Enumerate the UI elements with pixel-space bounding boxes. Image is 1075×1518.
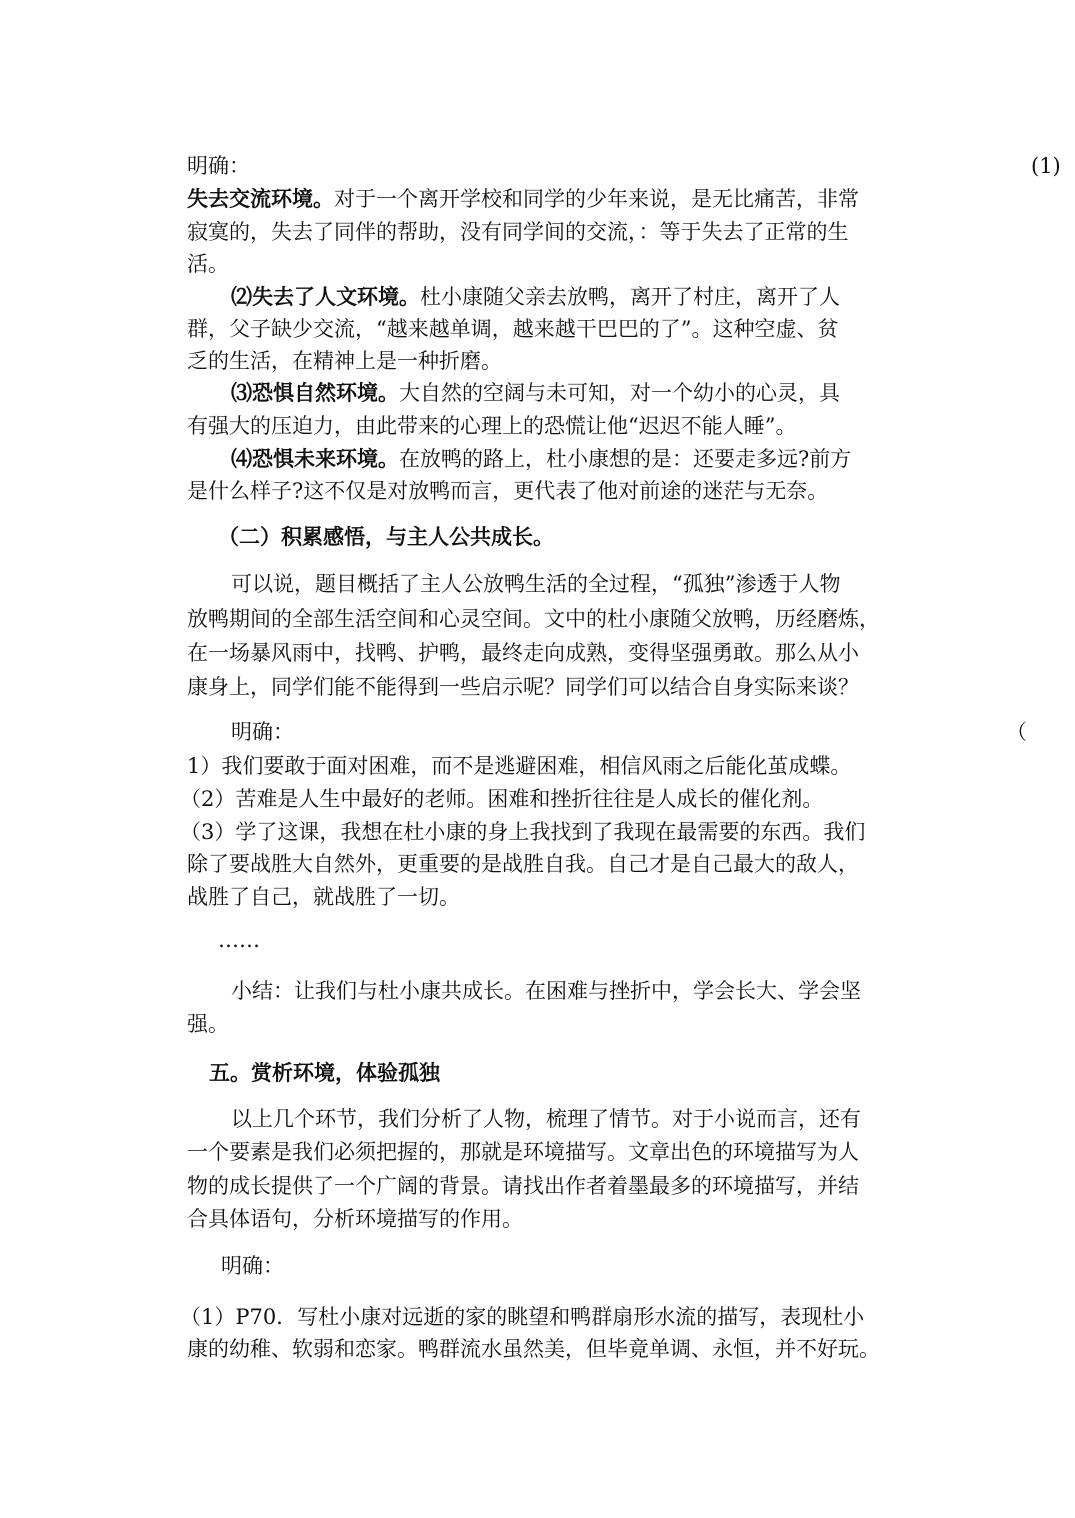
summary-line: 强。 [187, 1012, 229, 1036]
paragraph-line: 是什么样子?这不仅是对放鸭而言，更代表了他对前途的迷茫与无奈。 [187, 479, 829, 503]
paragraph-line: 合具体语句，分析环境描写的作用。 [187, 1207, 523, 1231]
bold-heading: ⑷恐惧未来环境。 [231, 446, 399, 471]
bold-heading: ⑶恐惧自然环境。 [231, 380, 399, 405]
answer-line: 战胜了自己，就战胜了一切。 [187, 885, 460, 909]
paragraph-line: 寂寞的，失去了同伴的帮助，没有同学间的交流，：等于失去了正常的生 [187, 220, 849, 244]
paragraph-line: 可以说，题目概括了主人公放鸭生活的全过程，“孤独”渗透于人物 [231, 572, 841, 596]
section-heading: 五。赏析环境，体验孤独 [209, 1060, 440, 1085]
paragraph-line: 乏的生活，在精神上是一种折磨。 [187, 349, 502, 373]
item-number: (1) [1031, 154, 1061, 178]
bold-heading: 失去交流环境。 [187, 186, 334, 211]
answer-line: 康的幼稚、软弱和恋家。鸭群流水虽然美，但毕竟单调、永恒，并不好玩。 [187, 1337, 880, 1361]
answer-line: （2）苦难是人生中最好的老师。困难和挫折往往是人成长的催化剂。 [180, 787, 824, 811]
paragraph-line: 以上几个环节，我们分析了人物，梳理了情节。对于小说而言，还有 [231, 1107, 861, 1131]
paragraph-line: 有强大的压迫力，由此带来的心理上的恐慌让他“迟迟不能人睡”。 [187, 414, 797, 438]
summary-line: 小结：让我们与杜小康共成长。在困难与挫折中，学会长大、学会坚 [231, 979, 861, 1003]
paragraph-line: 物的成长提供了一个广阔的背景。请找出作者着墨最多的环境描写，并结 [187, 1174, 859, 1198]
paragraph-line: 放鸭期间的全部生活空间和心灵空间。文中的杜小康随父放鸭，历经磨炼， [187, 607, 880, 631]
paragraph-line: 群，父子缺少交流，“越来越单调，越来越干巴巴的了”。这种空虚、贫 [187, 317, 839, 341]
clarify-label: 明确： [221, 1254, 284, 1278]
clarify-label: 明确： [231, 720, 294, 744]
paragraph-text: 杜小康随父亲去放鸭，离开了村庄，离开了人 [420, 285, 840, 309]
paragraph-line [231, 378, 840, 408]
ellipsis: …… [218, 928, 260, 952]
paragraph-line: 康身上，同学们能不能得到一些启示呢？同学们可以结合自身实际来谈？ [187, 675, 859, 699]
answer-line: （3）学了这课，我想在杜小康的身上我找到了我现在最需要的东西。我们 [180, 820, 866, 844]
paragraph-text: 大自然的空阔与未可知，对一个幼小的心灵，具 [399, 381, 840, 405]
answer-line: 除了要战胜大自然外，更重要的是战胜自我。自己才是自己最大的敌人， [187, 852, 859, 876]
paragraph-line [231, 444, 851, 474]
paragraph-line: 一个要素是我们必须把握的，那就是环境描写。文章出色的环境描写为人 [187, 1140, 859, 1164]
paragraph-line [187, 184, 859, 214]
clarify-label: 明确： [187, 154, 250, 178]
section-heading: （二）积累感悟，与主人公共成长。 [218, 524, 554, 549]
answer-line: 1）我们要敢于面对困难，而不是逃避困难，相信风雨之后能化茧成蝶。 [187, 754, 852, 778]
paragraph-text: 在放鸭的路上，杜小康想的是：还要走多远?前方 [399, 447, 852, 471]
paragraph-line: 活。 [187, 252, 229, 276]
paragraph-text: 对于一个离开学校和同学的少年来说，是无比痛苦，非常 [334, 187, 859, 211]
open-paren: （ [1006, 720, 1027, 744]
answer-line: （1）P70．写杜小康对远逝的家的眺望和鸭群扇形水流的描写，表现杜小 [180, 1305, 865, 1329]
paragraph-line: 在一场暴风雨中，找鸭、护鸭，最终走向成熟，变得坚强勇敢。那么从小 [187, 641, 859, 665]
bold-heading: ⑵失去了人文环境。 [231, 284, 420, 309]
paragraph-line [231, 282, 840, 312]
